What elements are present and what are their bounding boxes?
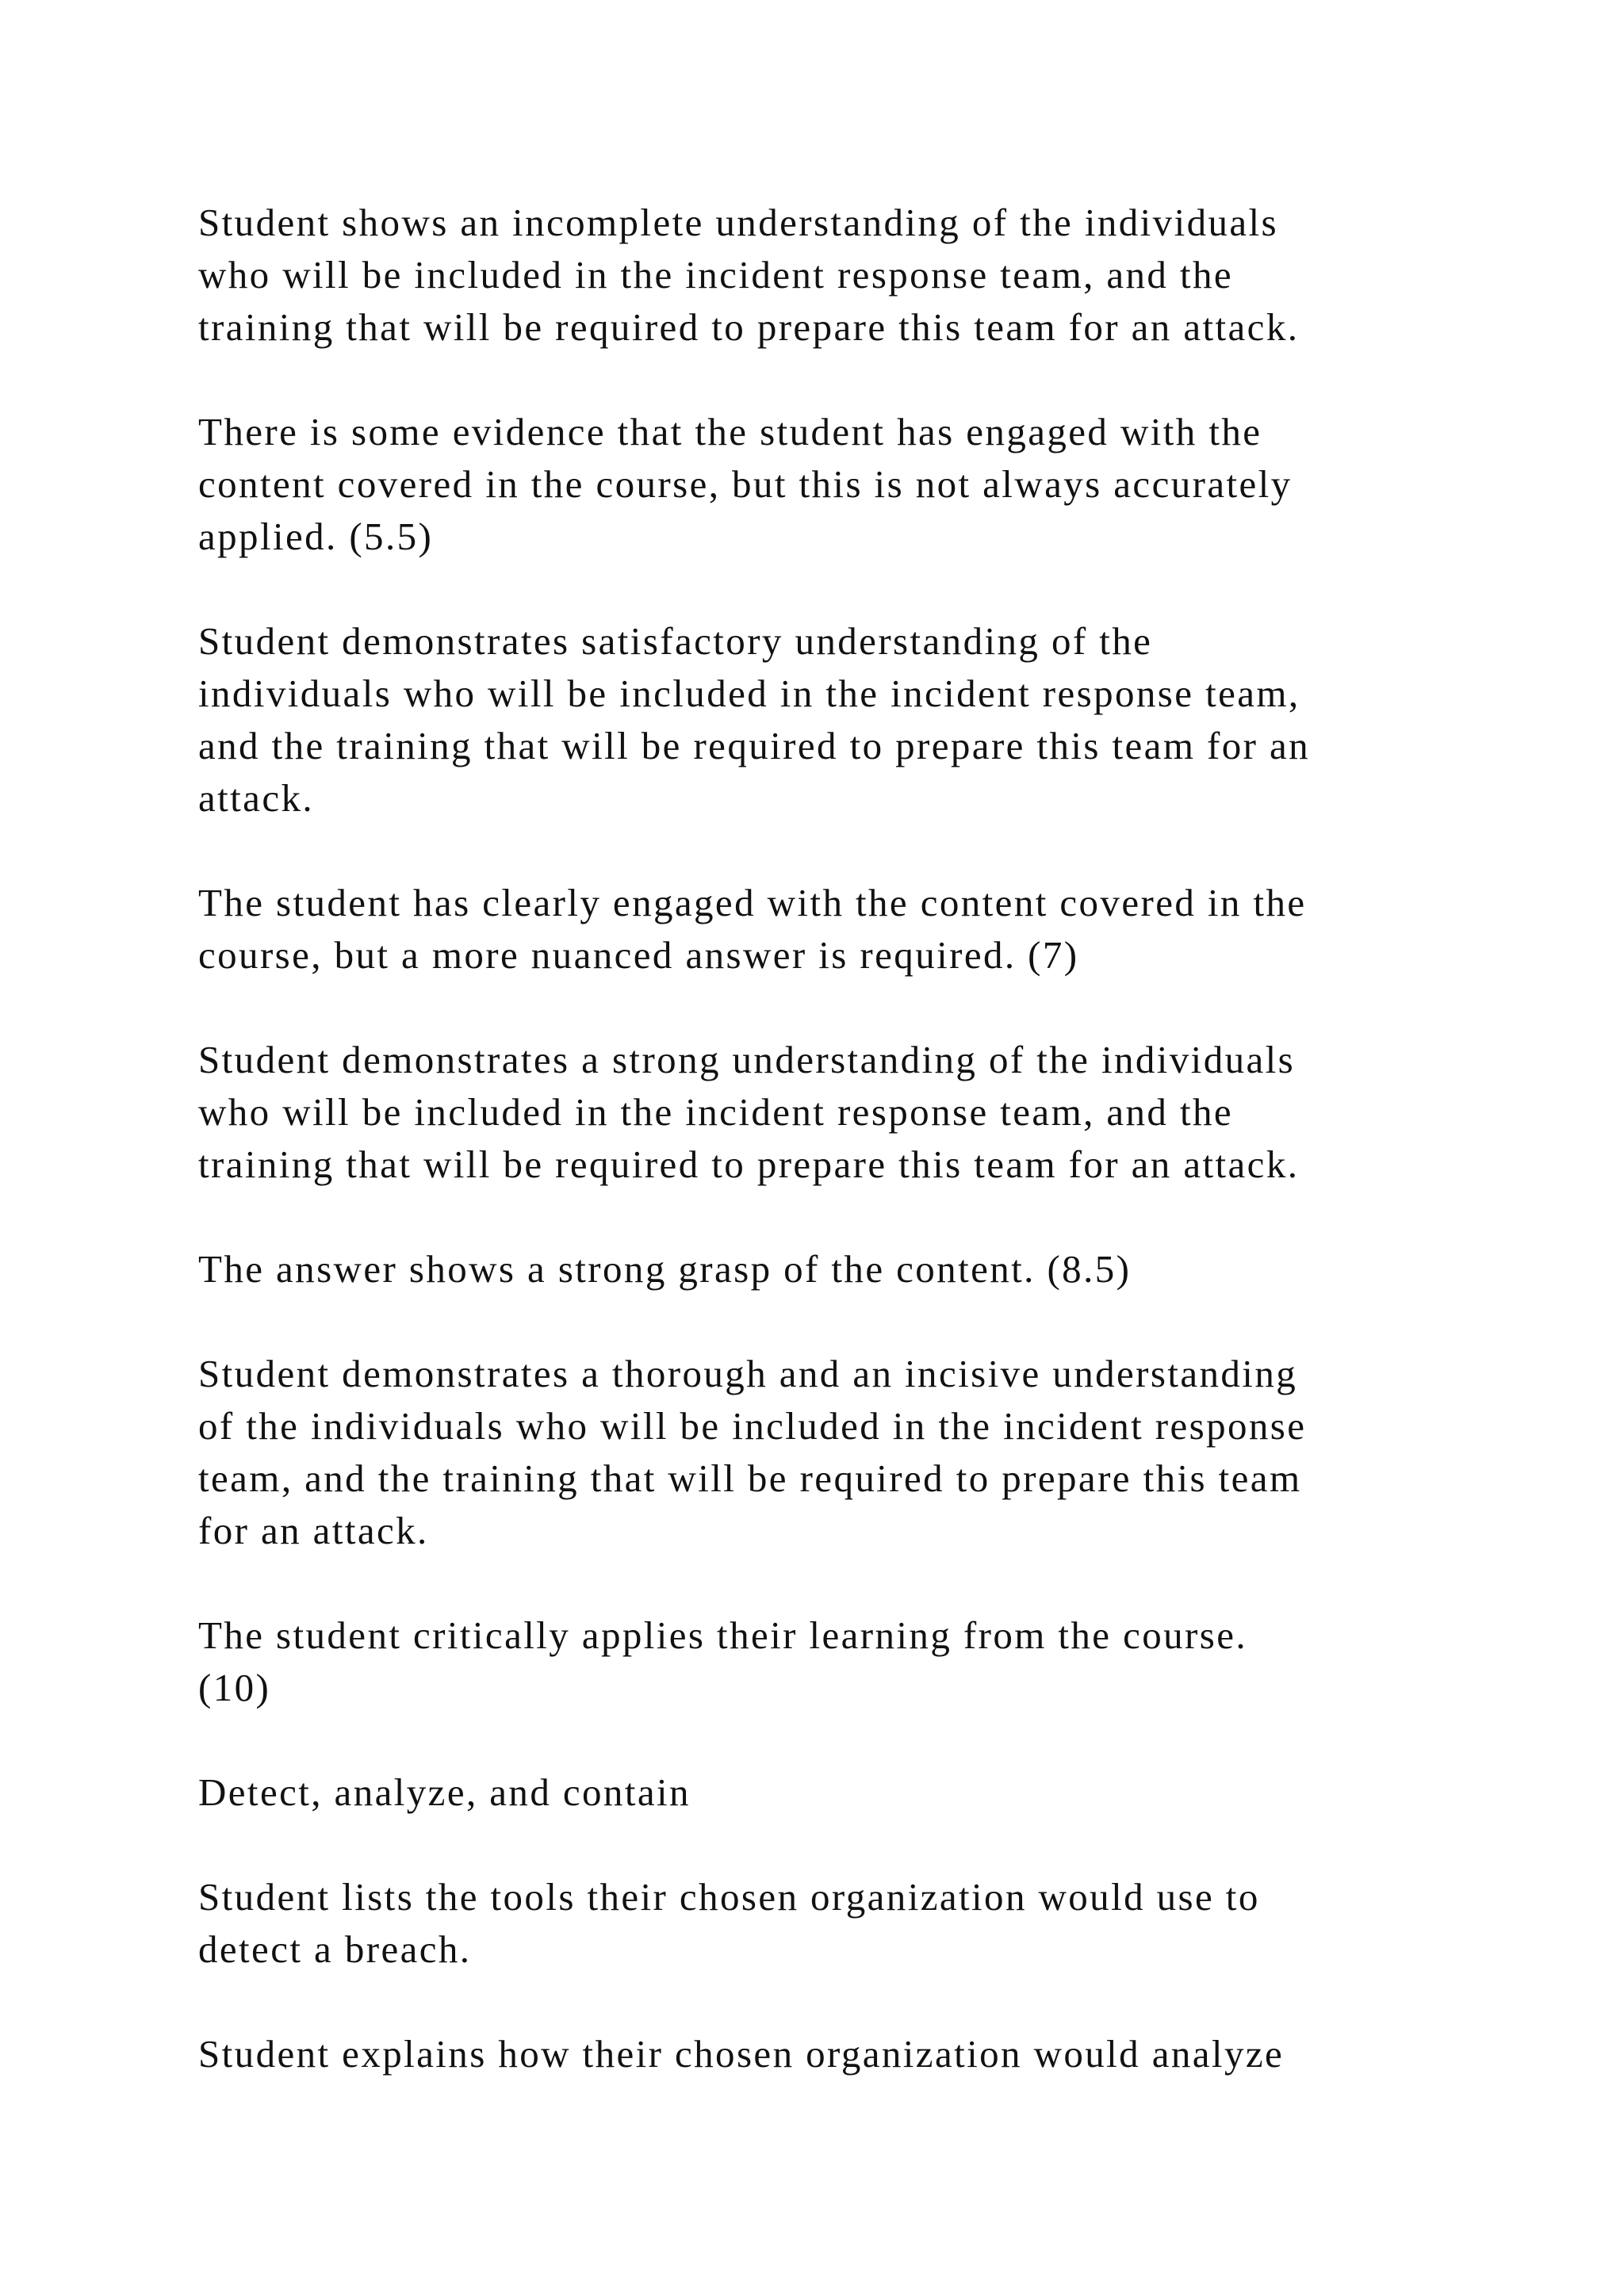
text-line: The answer shows a strong grasp of the content. (8.5) [198, 1247, 1132, 1291]
paragraph-10 [198, 1871, 1467, 1976]
paragraph-11 [198, 2028, 1467, 2080]
document-body [198, 197, 1467, 2133]
text-line: who will be included in the incident response team, and the [198, 253, 1234, 297]
text-line: training that will be required to prepare this team for an attack. [198, 1142, 1300, 1186]
text-line: team, and the training that will be required to prepare this team [198, 1456, 1302, 1500]
text-line: There is some evidence that the student has engaged with the [198, 410, 1262, 453]
paragraph-1 [198, 197, 1467, 354]
text-line: The student has clearly engaged with the content covered in the [198, 881, 1307, 924]
paragraph-5 [198, 1034, 1467, 1191]
text-line: for an attack. [198, 1509, 429, 1552]
text-line: Detect, analyze, and contain [198, 1770, 691, 1814]
text-line: who will be included in the incident response team, and the [198, 1090, 1234, 1134]
paragraph-4 [198, 877, 1467, 982]
text-line: Student demonstrates a thorough and an incisive understanding [198, 1352, 1298, 1395]
paragraph-7 [198, 1348, 1467, 1557]
text-line: (10) [198, 1666, 271, 1709]
text-line: The student critically applies their learning from the course. [198, 1613, 1248, 1657]
paragraph-2 [198, 406, 1467, 563]
text-line: and the training that will be required to prepare this team for an [198, 724, 1311, 767]
text-line: Student shows an incomplete understanding of the individuals [198, 201, 1279, 244]
text-line: Student demonstrates a strong understanding of the individuals [198, 1038, 1296, 1081]
text-line: Student explains how their chosen organization would analyze [198, 2032, 1285, 2076]
text-line: training that will be required to prepare this team for an attack. [198, 305, 1300, 349]
paragraph-6 [198, 1243, 1467, 1295]
text-line: individuals who will be included in the incident response team, [198, 672, 1300, 715]
text-line: course, but a more nuanced answer is required. (7) [198, 933, 1079, 977]
section-heading [198, 1766, 1467, 1819]
text-line: applied. (5.5) [198, 515, 434, 558]
text-line: Student demonstrates satisfactory understanding of the [198, 619, 1153, 663]
text-line: content covered in the course, but this is not always accurately [198, 462, 1293, 506]
text-line: Student lists the tools their chosen organization would use to [198, 1875, 1260, 1919]
paragraph-3 [198, 615, 1467, 825]
text-line: attack. [198, 776, 315, 820]
text-line: detect a breach. [198, 1927, 472, 1971]
paragraph-8 [198, 1609, 1467, 1714]
text-line: of the individuals who will be included in the incident response [198, 1404, 1307, 1448]
